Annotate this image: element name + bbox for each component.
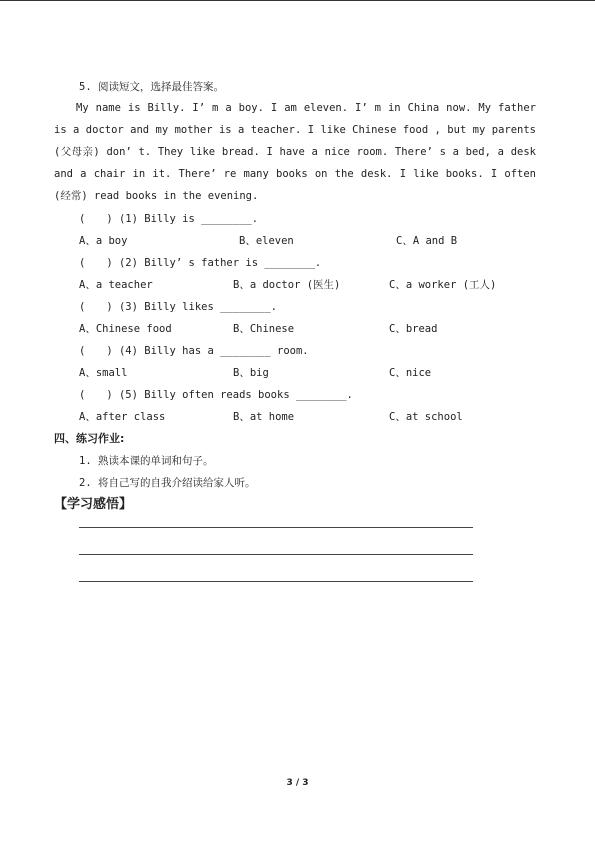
question-5-option-b: B、at home — [233, 411, 295, 423]
reflection-answer-line-3 — [79, 581, 473, 582]
question-4-option-b: B、big — [233, 367, 269, 379]
question-2-option-a: A、a teacher — [79, 279, 153, 291]
question-2-option-b: B、a doctor (医生) — [233, 279, 341, 291]
question-1-option-a: A、a boy — [79, 235, 128, 247]
question-4-stem: ( ) (4) Billy has a ________ room. — [79, 345, 309, 357]
reading-passage-text: My name is Billy. I’ m a boy. I am eleven. I’ m in China now. My father is a doctor and my mother is a teacher. I like Chinese food , but my parents (父母亲) don’ t. They like bread. I have a nice room. There’ s a bed, a desk and a chair in it. There’ re many books on the desk. I like books. I often (经常) read books in the evening. — [54, 102, 536, 202]
reflection-answer-line-1 — [79, 527, 473, 528]
question-3-option-b: B、Chinese — [233, 323, 295, 335]
homework-heading: 四、练习作业: — [54, 432, 125, 445]
question-5-option-a: A、after class — [79, 411, 166, 423]
question-3-option-a: A、Chinese food — [79, 323, 172, 335]
question-1-option-c: C、A and B — [396, 235, 458, 247]
homework-item-2: 2. 将自己写的自我介绍读给家人听。 — [79, 477, 256, 489]
question-3-option-c: C、bread — [389, 323, 438, 335]
question-3-stem: ( ) (3) Billy likes ________. — [79, 301, 278, 313]
reflection-heading: 【学习感悟】 — [54, 497, 133, 512]
question-1-stem: ( ) (1) Billy is ________. — [79, 213, 259, 225]
reading-section-heading: 5. 阅读短文，选择最佳答案。 — [79, 81, 224, 93]
question-2-option-c: C、a worker (工人) — [389, 279, 497, 291]
question-5-option-c: C、at school — [389, 411, 463, 423]
question-5-stem: ( ) (5) Billy often reads books ________. — [79, 389, 353, 401]
question-1-option-b: B、eleven — [239, 235, 294, 247]
page-top-border — [0, 0, 595, 1]
reading-passage — [54, 97, 536, 207]
homework-item-1: 1. 熟读本课的单词和句子。 — [79, 455, 214, 467]
question-4-option-a: A、small — [79, 367, 128, 379]
reflection-answer-line-2 — [79, 554, 473, 555]
page-number: 3 / 3 — [286, 778, 309, 788]
question-4-option-c: C、nice — [389, 367, 432, 379]
question-2-stem: ( ) (2) Billy’ s father is ________. — [79, 257, 322, 269]
